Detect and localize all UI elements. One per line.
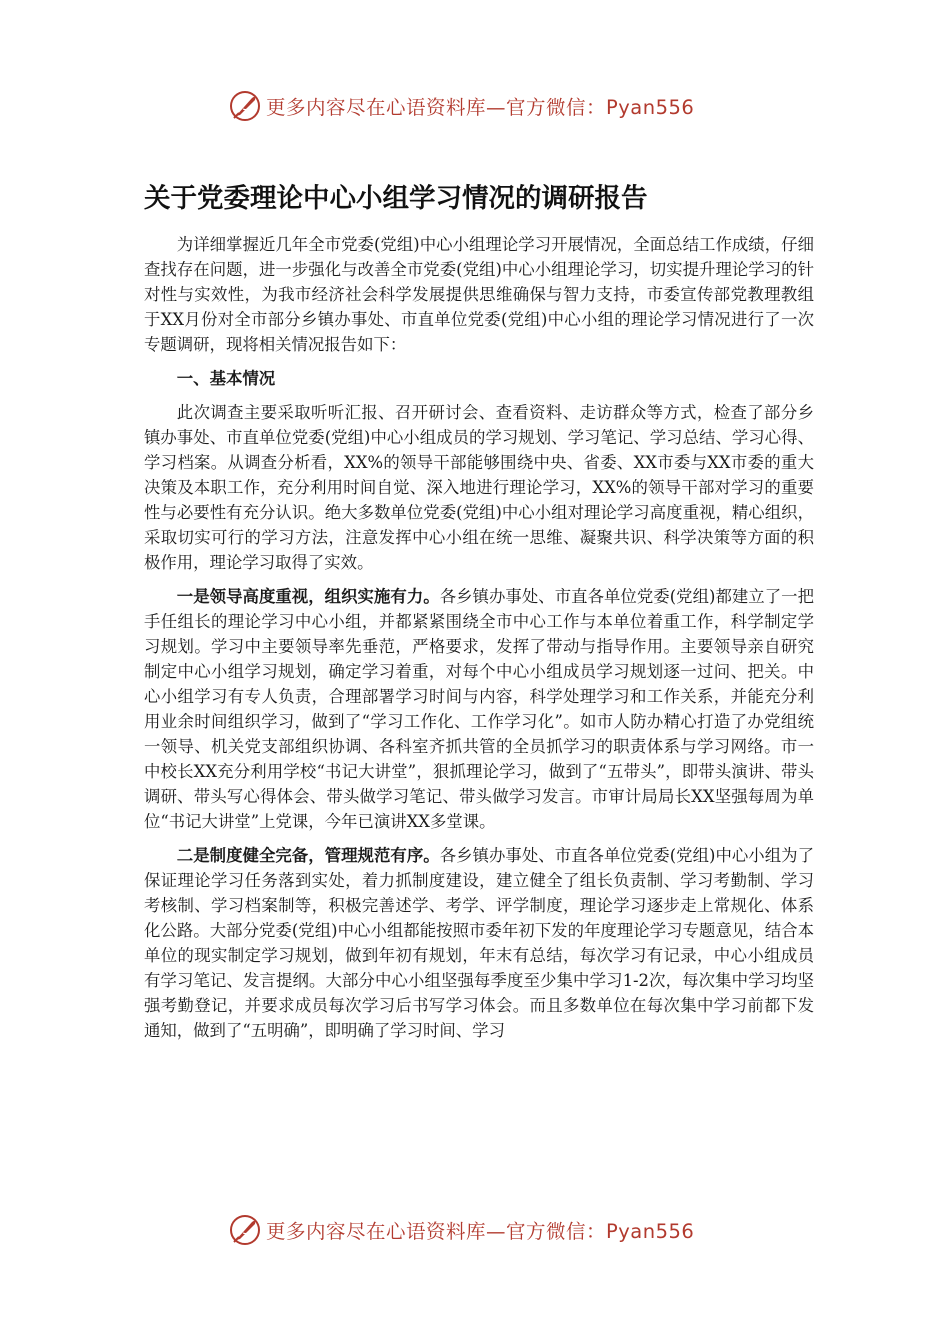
point-body-2: 各乡镇办事处、市直各单位党委(党组)中心小组为了保证理论学习任务落到实处，着力抓制度建设，建立健全了组长负责制、学习考勤制、学习考核制、学习档案制等，积极完善述学、考学、评学制度，理论学习逐步走上常规化、体系化公路。大部分党委(党组)中心小组都能按照市委年初下发的年度理论学习专题意见，结合本单位的现实制定学习规划，做到年初有规划，年末有总结，每次学习有记录，中心小组成员有学习笔记、发言提纲。大部分中心小组坚强每季度至少集中学习1-2次，每次集中学习均坚强考勤登记，并要求成员每次学习后书写学习体会。而且多数单位在每次集中学习前都下发通知，做到了“五明确”，即明确了学习时间、学习 [144,846,814,1040]
point-lead-2: 二是制度健全完备，管理规范有序。 [176,846,440,865]
header-banner [228,86,748,126]
footer-banner [228,1210,748,1250]
point-paragraph-1 [144,584,814,834]
point-body-1: 各乡镇办事处、市直各单位党委(党组)都建立了一把手任组长的理论学习中心小组，并都紧紧围绕全市中心工作与本单位着重工作，科学制定学习规划。学习中主要领导率先垂范，严格要求，发挥了带动与指导作用。主要领导亲自研究制定中心小组学习规划，确定学习着重，对每个中心小组成员学习规划逐一过问、把关。中心小组学习有专人负责，合理部署学习时间与内容，科学处理学习和工作关系，并能充分利用业余时间组织学习，做到了“学习工作化、工作学习化”。如市人防办精心打造了办党组统一领导、机关党支部组织协调、各科室齐抓共管的全员抓学习的职责体系与学习网络。市一中校长XX充分利用学校“书记大讲堂”，狠抓理论学习，做到了“五带头”，即带头演讲、带头调研、带头写心得体会、带头做学习笔记、带头做学习发言。市审计局局长XX坚强每周为单位“书记大讲堂”上党课，今年已演讲XX多堂课。 [144,587,814,831]
section-paragraph: 此次调查主要采取听听汇报、召开研讨会、查看资料、走访群众等方式，检查了部分乡镇办事处、市直单位党委(党组)中心小组成员的学习规划、学习笔记、学习总结、学习心得、学习档案。从调查分析看，XX%的领导干部能够围绕中央、省委、XX市委与XX市委的重大决策及本职工作，充分利用时间自觉、深入地进行理论学习，XX%的领导干部对学习的重要性与必要性有充分认识。绝大多数单位党委(党组)中心小组对理论学习高度重视，精心组织，采取切实可行的学习方法，注意发挥中心小组在统一思维、凝聚共识、科学决策等方面的积极作用，理论学习取得了实效。 [144,403,814,572]
document-title: 关于党委理论中心小组学习情况的调研报告 [144,183,648,214]
banner-text: 更多内容尽在心语资料库—官方微信：Pyan556 [266,1220,695,1243]
document-body [144,232,814,1052]
quill-pen-logo-icon [228,1213,262,1247]
point-paragraph-2 [144,843,814,1043]
quill-pen-logo-icon [228,89,262,123]
intro-paragraph: 为详细掌握近几年全市党委(党组)中心小组理论学习开展情况，全面总结工作成绩，仔细查找存在问题，进一步强化与改善全市党委(党组)中心小组理论学习，切实提升理论学习的针对性与实效性，为我市经济社会科学发展提供思维确保与智力支持，市委宣传部党教理教组于XX月份对全市部分乡镇办事处、市直单位党委(党组)中心小组的理论学习情况进行了一次专题调研，现将相关情况报告如下： [144,235,814,354]
section-heading: 一、基本情况 [176,369,276,388]
point-lead-1: 一是领导高度重视，组织实施有力。 [176,587,440,606]
banner-text: 更多内容尽在心语资料库—官方微信：Pyan556 [266,96,695,119]
